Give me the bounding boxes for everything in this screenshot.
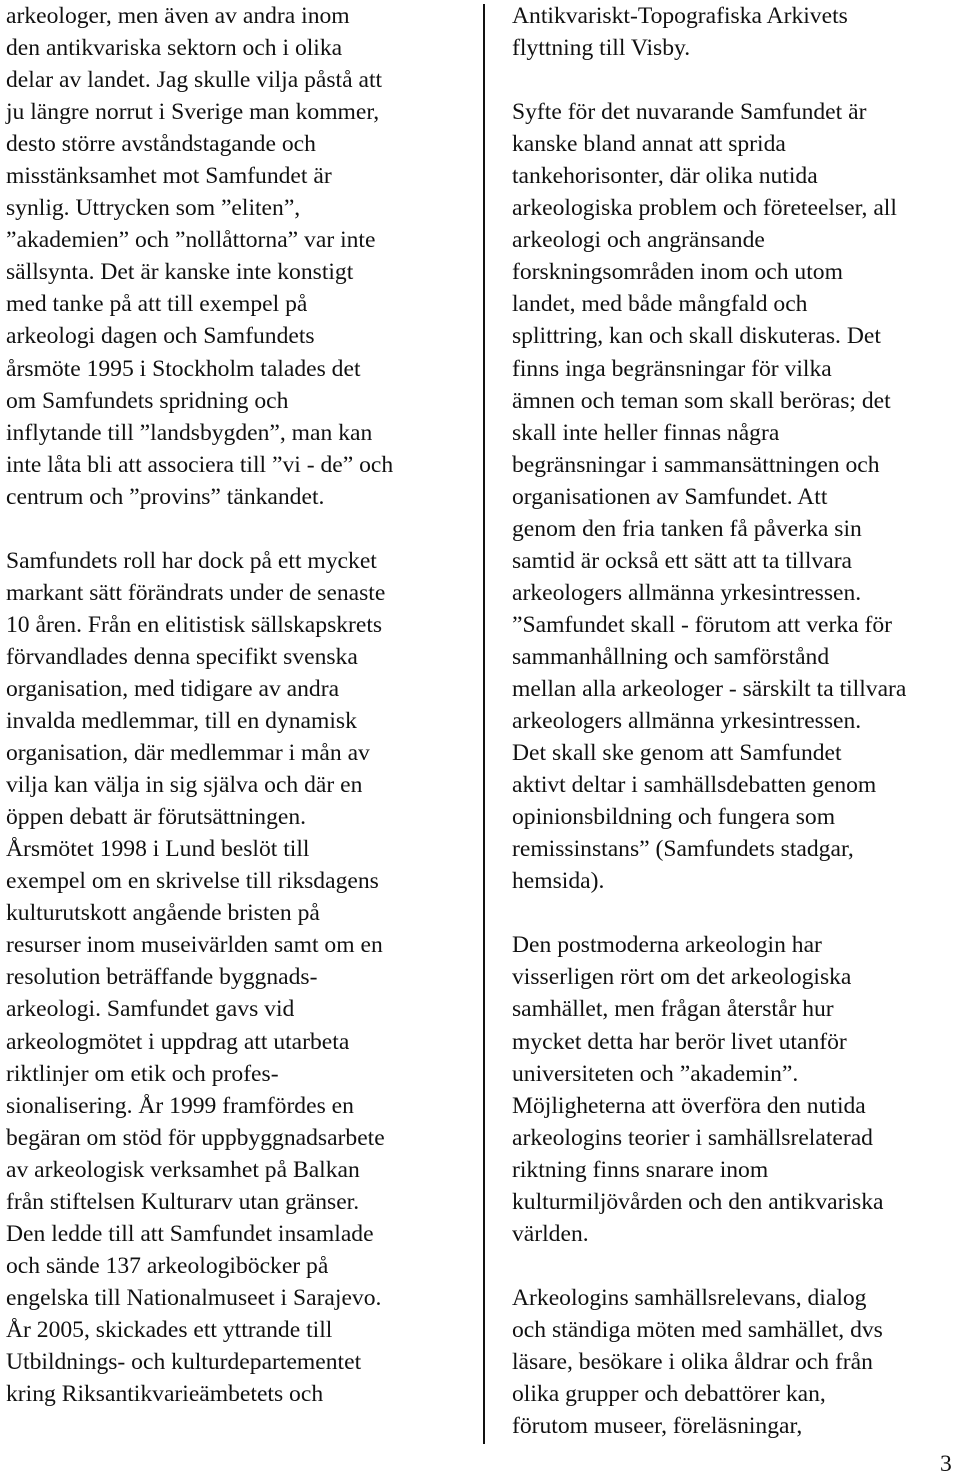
text-line: 10 åren. Från en elitistisk sällskapskrets (6, 611, 383, 638)
text-line: årsmöte 1995 i Stockholm talades det (6, 355, 361, 382)
text-line: kring Riksantikvarieämbetets och (6, 1381, 324, 1408)
text-line: Den postmoderna arkeologin har (512, 932, 822, 959)
paragraph (6, 545, 466, 1410)
text-line: med tanke på att till exempel på (6, 291, 308, 318)
text-line: landet, med både mångfald och (512, 291, 808, 318)
text-line: flyttning till Visby. (512, 35, 691, 62)
text-line: misstänksamhet mot Samfundet är (6, 163, 332, 190)
text-line: samtid är också ett sätt att ta tillvara (512, 547, 853, 574)
text-line: sionalisering. År 1999 framfördes en (6, 1092, 354, 1119)
text-line: mycket detta har berör livet utanför (512, 1028, 847, 1055)
text-line: exempel om en skrivelse till riksdagens (6, 868, 379, 895)
text-line: om Samfundets spridning och (6, 387, 289, 414)
text-line: desto större avståndstagande och (6, 131, 316, 158)
text-line: hemsida). (512, 868, 605, 895)
text-line: läsare, besökare i olika åldrar och från (512, 1348, 873, 1375)
text-line: arkeologi. Samfundet gavs vid (6, 996, 295, 1023)
text-line: organisation, med tidigare av andra (6, 675, 340, 702)
text-line: delar av landet. Jag skulle vilja påstå att (6, 67, 383, 94)
text-line: från stiftelsen Kulturarv utan gränser. (6, 1188, 360, 1215)
text-line: arkeologers allmänna yrkesintressen. (512, 708, 862, 735)
text-line: År 2005, skickades ett yttrande till (6, 1316, 333, 1343)
text-line: begränsningar i sammansättningen och (512, 451, 880, 478)
text-line: finns inga begränsningar för vilka (512, 355, 832, 382)
text-line: genom den fria tanken få påverka sin (512, 515, 862, 542)
text-line: arkeologins teorier i samhällsrelaterad (512, 1124, 873, 1151)
text-line: världen. (512, 1220, 589, 1247)
text-line: den antikvariska sektorn och i olika (6, 35, 343, 62)
text-line: vilja kan välja in sig själva och där en (6, 772, 363, 799)
paragraph (512, 929, 958, 1249)
text-line: resolution beträffande byggnads- (6, 964, 318, 991)
text-line: Möjligheterna att överföra den nutida (512, 1092, 866, 1119)
text-line: ”Samfundet skall - förutom att verka för (512, 611, 892, 638)
text-line: olika grupper och debattörer kan, (512, 1381, 826, 1408)
text-line: ”akademien” och ”nollåttorna” var inte (6, 227, 376, 254)
text-line: av arkeologisk verksamhet på Balkan (6, 1156, 360, 1183)
text-line: riktning finns snarare inom (512, 1156, 769, 1183)
text-line: splittring, kan och skall diskuteras. Det (512, 323, 881, 350)
text-line: forskningsområden inom och utom (512, 259, 843, 286)
text-line: aktivt deltar i samhällsdebatten genom (512, 772, 877, 799)
text-line: Syfte för det nuvarande Samfundet är (512, 99, 867, 126)
right-text-column (512, 0, 958, 1442)
text-line: arkeologiska problem och företeelser, all (512, 195, 897, 222)
text-line: organisation, där medlemmar i mån av (6, 740, 370, 767)
text-line: Samfundets roll har dock på ett mycket (6, 547, 377, 574)
text-line: kulturmiljövården och den antikvariska (512, 1188, 884, 1215)
text-line: Det skall ske genom att Samfundet (512, 740, 842, 767)
text-line: synlig. Uttrycken som ”eliten”, (6, 195, 301, 222)
text-line: arkeologi och angränsande (512, 227, 765, 254)
text-line: arkeologmötet i uppdrag att utarbeta (6, 1028, 350, 1055)
text-line: mellan alla arkeologer - särskilt ta tillvara (512, 675, 907, 702)
text-line: remissinstans” (Samfundets stadgar, (512, 836, 854, 863)
text-line: arkeologer, men även av andra inom (6, 3, 350, 29)
text-line: universiteten och ”akademin”. (512, 1060, 799, 1087)
text-line: kanske bland annat att sprida (512, 131, 786, 158)
text-line: kulturutskott angående bristen på (6, 900, 320, 927)
text-line: centrum och ”provins” tänkandet. (6, 483, 325, 510)
text-line: opinionsbildning och fungera som (512, 804, 836, 831)
text-line: Årsmötet 1998 i Lund beslöt till (6, 836, 310, 863)
paragraph (512, 96, 958, 897)
text-line: och sände 137 arkeologiböcker på (6, 1252, 329, 1279)
text-line: riktlinjer om etik och profes- (6, 1060, 279, 1087)
text-line: ämnen och teman som skall beröras; det (512, 387, 891, 414)
left-text-column (6, 0, 466, 1410)
text-line: och ständiga möten med samhället, dvs (512, 1316, 883, 1343)
text-line: markant sätt förändrats under de senaste (6, 579, 386, 606)
text-line: visserligen rört om det arkeologiska (512, 964, 852, 991)
paragraph (512, 0, 958, 64)
text-line: begäran om stöd för uppbyggnadsarbete (6, 1124, 385, 1151)
text-line: sällsynta. Det är kanske inte konstigt (6, 259, 354, 286)
text-line: samhället, men frågan återstår hur (512, 996, 834, 1023)
text-line: arkeologi dagen och Samfundets (6, 323, 315, 350)
text-line: organisationen av Samfundet. Att (512, 483, 828, 510)
text-line: resurser inom museivärlden samt om en (6, 932, 383, 959)
text-line: förvandlades denna specifikt svenska (6, 643, 358, 670)
text-line: Antikvariskt-Topografiska Arkivets (512, 3, 848, 29)
text-line: arkeologers allmänna yrkesintressen. (512, 579, 862, 606)
text-line: Den ledde till att Samfundet insamlade (6, 1220, 374, 1247)
text-line: sammanhållning och samförstånd (512, 643, 830, 670)
text-line: engelska till Nationalmuseet i Sarajevo. (6, 1284, 382, 1311)
text-line: Arkeologins samhällsrelevans, dialog (512, 1284, 867, 1311)
paragraph (512, 1282, 958, 1442)
text-line: ju längre norrut i Sverige man kommer, (6, 99, 380, 126)
text-line: öppen debatt är förutsättningen. (6, 804, 307, 831)
text-line: inflytande till ”landsbygden”, man kan (6, 419, 373, 446)
column-divider (483, 4, 485, 1444)
text-line: Utbildnings- och kulturdepartementet (6, 1348, 362, 1375)
text-line: inte låta bli att associera till ”vi - de” och (6, 451, 394, 478)
paragraph (6, 0, 466, 513)
text-line: invalda medlemmar, till en dynamisk (6, 708, 357, 735)
text-line: förutom museer, föreläsningar, (512, 1413, 803, 1440)
text-line: tankehorisonter, där olika nutida (512, 163, 818, 190)
page-number: 3 (940, 1451, 952, 1477)
text-line: skall inte heller finnas några (512, 419, 780, 446)
